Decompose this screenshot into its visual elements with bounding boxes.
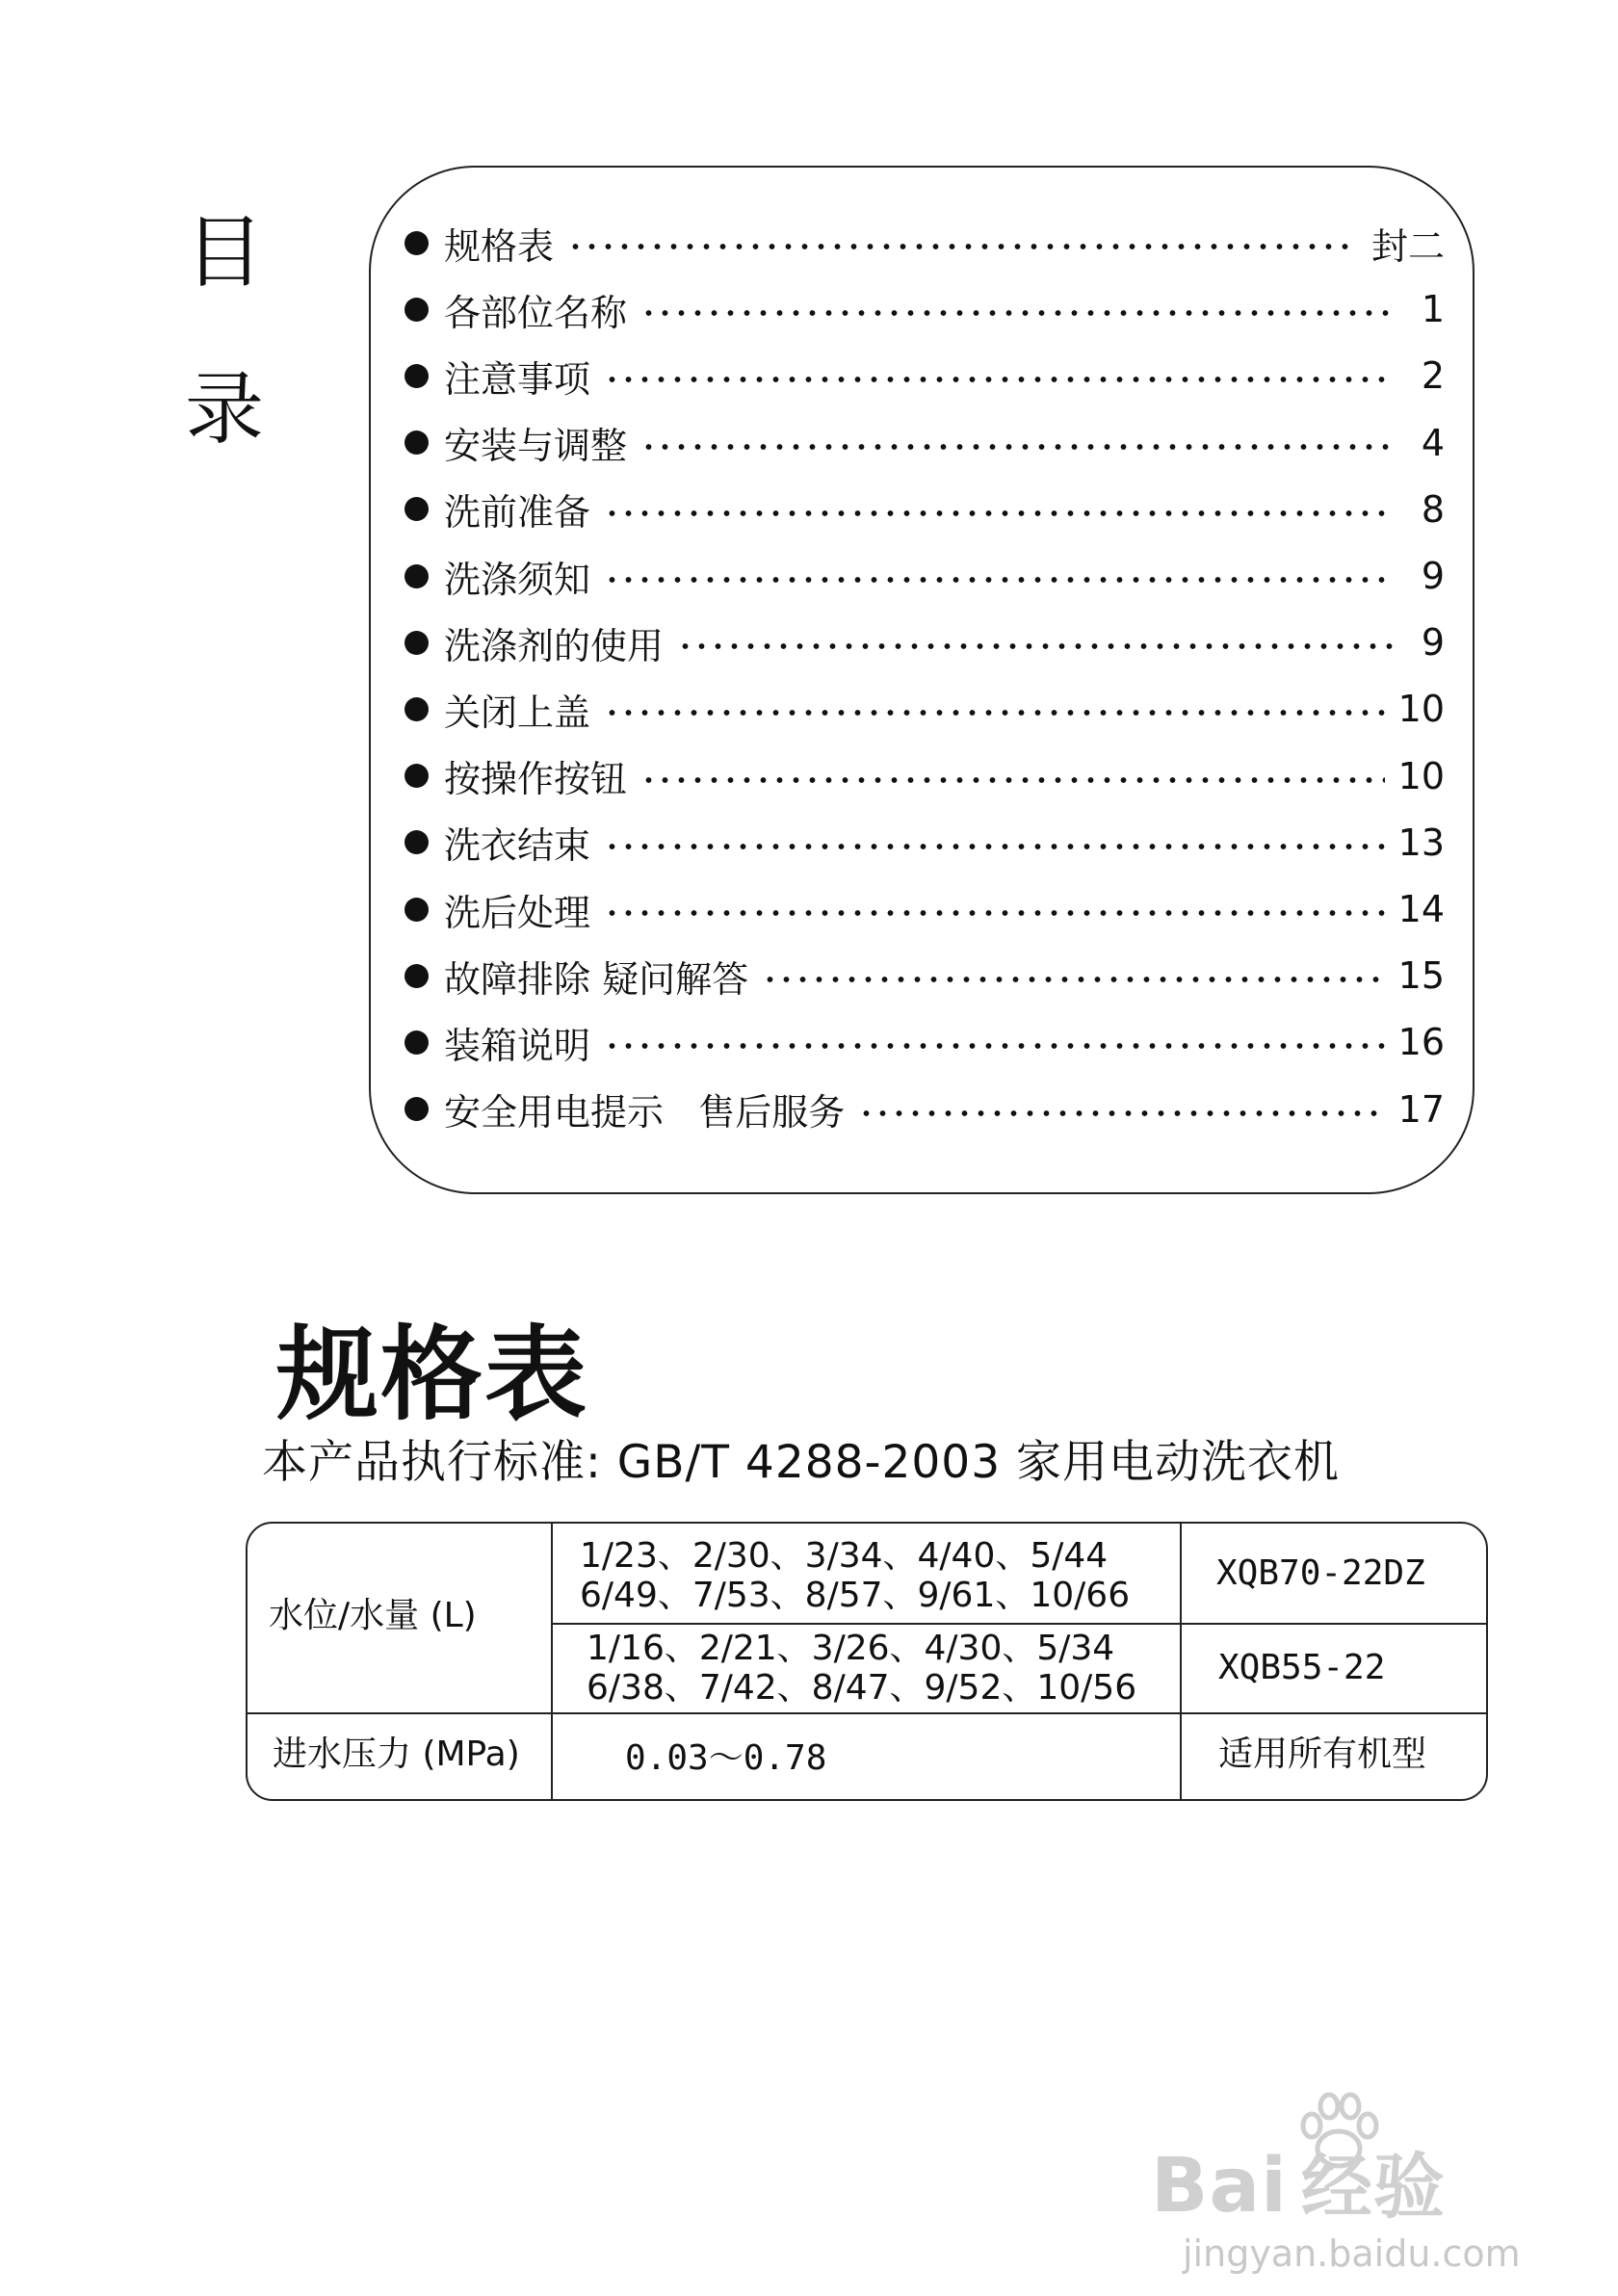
bullet-icon — [404, 497, 429, 521]
toc-item-page: 1 — [1421, 288, 1445, 331]
spec-standard: 本产品执行标准: GB/T 4288-2003 家用电动洗衣机 — [262, 1436, 1341, 1489]
toc-dot-leader — [677, 643, 1393, 649]
toc-item-label: 关闭上盖 — [444, 691, 591, 734]
pressure-value: 0.03～0.78 — [625, 1738, 827, 1778]
spec-table — [246, 1522, 1488, 1801]
toc-item-page: 9 — [1421, 621, 1445, 665]
toc-heading-char-1: 目 — [184, 207, 264, 299]
toc-item-page: 2 — [1421, 354, 1445, 398]
toc-dot-leader — [762, 977, 1385, 982]
toc-item — [404, 216, 1445, 270]
toc-item — [404, 1083, 1445, 1136]
pressure-label: 进水压力 (MPa) — [273, 1735, 520, 1774]
table-divider-row2 — [248, 1712, 1486, 1714]
watermark-brand — [1151, 2130, 1446, 2232]
model-b-levels-line1: 1/16、2/21、3/26、4/30、5/34 — [587, 1629, 1115, 1668]
toc-item-label: 装箱说明 — [444, 1024, 591, 1067]
toc-item-page: 10 — [1397, 754, 1445, 797]
toc-item — [404, 549, 1445, 603]
toc-item-label: 洗涤须知 — [444, 558, 591, 601]
watermark-brand-suffix: 经验 — [1300, 2146, 1446, 2229]
toc-dot-leader — [640, 777, 1385, 783]
toc-item — [404, 615, 1445, 669]
toc-item-page: 封二 — [1370, 224, 1445, 268]
bullet-icon — [404, 364, 429, 388]
table-divider-col1 — [551, 1524, 553, 1799]
toc-item-page: 14 — [1397, 888, 1445, 930]
toc-dot-leader — [640, 310, 1393, 316]
toc-item-label: 各部位名称 — [444, 291, 628, 334]
toc-item-page: 4 — [1421, 421, 1445, 464]
toc-item — [404, 882, 1445, 936]
model-a-name: XQB70-22DZ — [1216, 1553, 1425, 1593]
toc-item-page: 9 — [1421, 555, 1445, 597]
toc-item-page: 17 — [1397, 1087, 1445, 1131]
toc-item — [404, 682, 1445, 736]
toc-item-label: 洗涤剂的使用 — [444, 624, 665, 667]
bullet-icon — [404, 830, 429, 854]
bullet-icon — [404, 764, 429, 788]
model-b-levels-line2: 6/38、7/42、8/47、9/52、10/56 — [587, 1668, 1137, 1708]
toc-item — [404, 349, 1445, 403]
watermark-url: jingyan.baidu.com — [1183, 2232, 1521, 2275]
watermark-brand-text: Bai — [1151, 2143, 1288, 2230]
toc-dot-leader — [604, 377, 1393, 382]
toc-item-label: 规格表 — [444, 224, 555, 268]
model-b-name: XQB55-22 — [1218, 1648, 1386, 1687]
toc-dot-leader — [858, 1110, 1384, 1116]
bullet-icon — [404, 430, 429, 455]
toc-heading-char-2: 录 — [184, 364, 264, 456]
spec-title: 规格表 — [276, 1316, 588, 1434]
bullet-icon — [404, 564, 429, 588]
bullet-icon — [404, 631, 429, 655]
toc-dot-leader — [567, 244, 1358, 249]
bullet-icon — [404, 1031, 429, 1055]
toc-dot-leader — [604, 577, 1393, 583]
toc-item-label: 洗衣结束 — [444, 824, 591, 868]
toc-dot-leader — [604, 510, 1393, 516]
water-level-label: 水位/水量 (L) — [269, 1596, 477, 1635]
bullet-icon — [404, 298, 429, 322]
toc-item — [404, 749, 1445, 803]
toc-item-page: 15 — [1397, 954, 1445, 998]
toc-item-label: 按操作按钮 — [444, 758, 628, 801]
bullet-icon — [404, 231, 429, 255]
toc-item-page: 8 — [1421, 487, 1445, 531]
bullet-icon — [404, 697, 429, 721]
toc-item — [404, 949, 1445, 1003]
toc-item-label: 洗后处理 — [444, 891, 591, 934]
toc-dot-leader — [604, 1043, 1385, 1049]
toc-item-label: 安全用电提示 售后服务 — [444, 1091, 846, 1135]
bullet-icon — [404, 964, 429, 988]
toc-item-page: 16 — [1397, 1021, 1445, 1064]
toc-item-page: 10 — [1397, 688, 1445, 731]
toc-item — [404, 416, 1445, 470]
bullet-icon — [404, 898, 429, 922]
model-a-levels-line2: 6/49、7/53、8/57、9/61、10/66 — [580, 1576, 1131, 1615]
toc-item — [404, 1015, 1445, 1069]
toc-item — [404, 816, 1445, 870]
toc-item-page: 13 — [1397, 821, 1445, 864]
toc-item — [404, 483, 1445, 536]
table-divider-col2 — [1180, 1524, 1182, 1799]
toc-dot-leader — [640, 444, 1393, 450]
toc-dot-leader — [604, 910, 1385, 916]
toc-item-label: 注意事项 — [444, 357, 591, 401]
toc-item — [404, 282, 1445, 336]
pressure-scope: 适用所有机型 — [1218, 1735, 1427, 1774]
toc-dot-leader — [604, 844, 1385, 849]
toc-item-label: 洗前准备 — [444, 491, 591, 535]
table-divider-row1 — [551, 1623, 1486, 1625]
toc-dot-leader — [604, 710, 1385, 716]
bullet-icon — [404, 1097, 429, 1121]
model-a-levels-line1: 1/23、2/30、3/34、4/40、5/44 — [580, 1536, 1109, 1576]
toc-item-label: 安装与调整 — [444, 425, 628, 468]
toc-item-label: 故障排除 疑问解答 — [444, 957, 749, 1001]
